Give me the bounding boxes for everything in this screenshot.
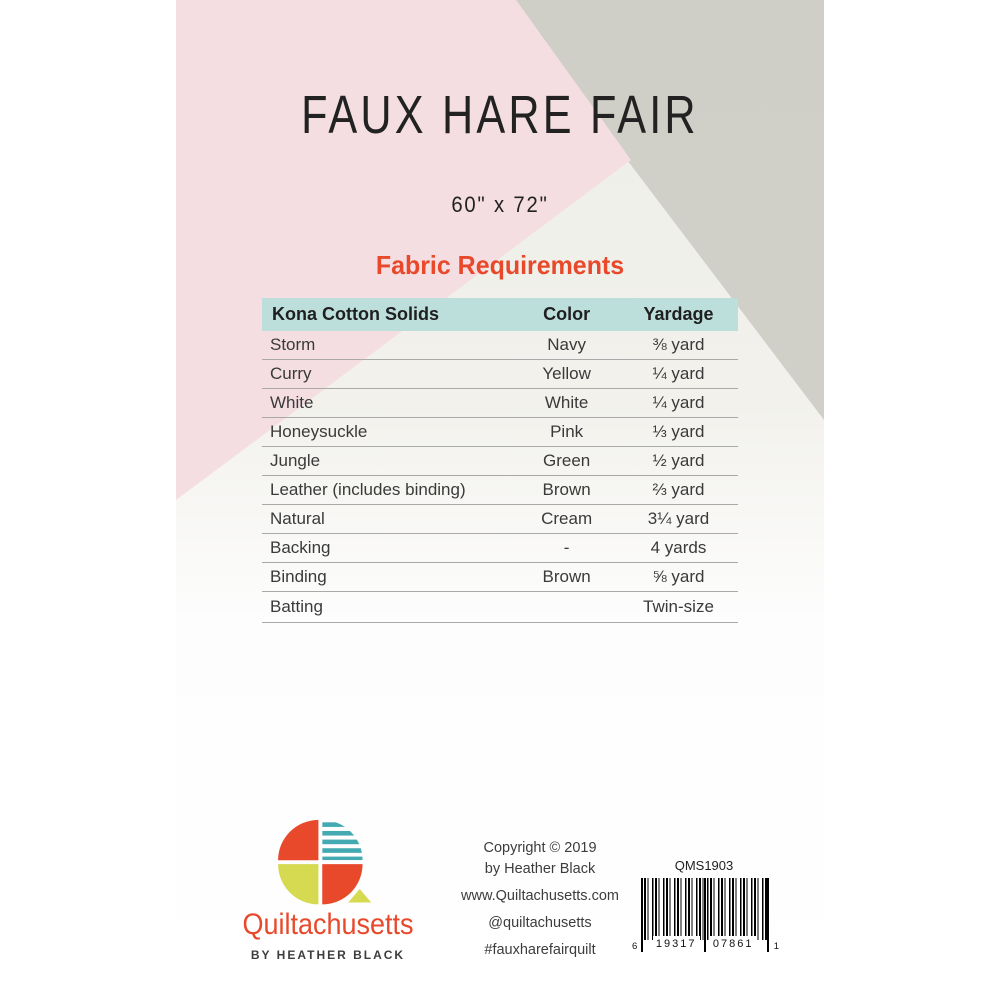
- fabric-yardage: ¼ yard: [652, 364, 705, 383]
- table-row: [262, 563, 738, 592]
- table-row: [262, 418, 738, 447]
- fabric-color: Green: [543, 451, 591, 470]
- barcode-check-digit: 1: [773, 941, 779, 952]
- table-row: [262, 592, 738, 623]
- sku-code: QMS1903: [674, 858, 734, 873]
- barcode-guard-center: [704, 878, 706, 952]
- fabric-yardage: 4 yards: [650, 538, 707, 557]
- author-line: by Heather Black: [484, 861, 596, 877]
- social-handle-line: @quiltachusetts: [488, 915, 592, 931]
- quiltachusetts-q-logo-icon: [276, 818, 380, 914]
- table-row: [262, 505, 738, 534]
- hashtag-line: #fauxharefairquilt: [484, 942, 596, 958]
- fabric-color: -: [563, 538, 570, 557]
- fabric-color: Cream: [541, 509, 593, 528]
- header-yardage: Yardage: [643, 304, 714, 324]
- barcode-guard-right: [767, 878, 769, 952]
- fabric-name: Curry: [270, 364, 312, 383]
- fabric-yardage: ⅔ yard: [652, 480, 705, 499]
- fabric-name: Leather (includes binding): [270, 480, 466, 499]
- copyright-line: Copyright © 2019: [483, 840, 597, 856]
- quilt-dimensions: 60" x 72": [451, 192, 549, 217]
- fabric-color: White: [544, 393, 589, 412]
- fabric-requirements-table: [262, 298, 738, 623]
- fabric-name: Storm: [270, 335, 316, 354]
- fabric-name: Natural: [270, 509, 325, 528]
- fabric-color: Navy: [547, 335, 586, 354]
- fabric-yardage: ⅜ yard: [652, 335, 705, 354]
- fabric-color: Brown: [542, 480, 591, 499]
- pattern-back-page: [176, 0, 824, 1000]
- fabric-yardage: Twin-size: [643, 597, 714, 616]
- fabric-name: Backing: [270, 538, 331, 557]
- fabric-yardage: ⅝ yard: [652, 567, 705, 586]
- fabric-name: Binding: [270, 567, 327, 586]
- brand-name: Quiltachusetts: [242, 908, 414, 941]
- fabric-name: Honeysuckle: [270, 422, 368, 441]
- fabric-color: Brown: [542, 567, 591, 586]
- upc-barcode: [632, 878, 779, 952]
- fabric-yardage: 3¼ yard: [647, 509, 710, 528]
- fabric-requirements-heading: Fabric Requirements: [375, 250, 625, 280]
- copyright-info-block: [440, 838, 640, 961]
- table-header-row: [262, 298, 738, 331]
- table-row: [262, 389, 738, 418]
- fabric-color: Yellow: [542, 364, 591, 383]
- fabric-yardage: ¼ yard: [652, 393, 705, 412]
- page-title: FAUX HARE FAIR: [301, 85, 699, 145]
- table-row: [262, 534, 738, 563]
- header-kona-cotton-solids: Kona Cotton Solids: [272, 304, 439, 324]
- fabric-yardage: ½ yard: [652, 451, 705, 470]
- table-row: [262, 447, 738, 476]
- table-body: [262, 331, 738, 623]
- fabric-name: Batting: [270, 597, 323, 616]
- barcode-block: [633, 858, 783, 952]
- fabric-name: Jungle: [270, 451, 321, 470]
- barcode-guard-left: [641, 878, 643, 952]
- table-row: [262, 476, 738, 505]
- table-row: [262, 331, 738, 360]
- table-row: [262, 360, 738, 389]
- quiltachusetts-logo-block: [216, 818, 440, 962]
- barcode-digits-right-group: 07861: [709, 936, 758, 950]
- brand-byline: BY HEATHER BLACK: [250, 948, 406, 962]
- fabric-yardage: ⅓ yard: [652, 422, 705, 441]
- barcode-digits-left-group: 19317: [653, 936, 700, 950]
- website-line: www.Quiltachusetts.com: [461, 888, 619, 904]
- barcode-number-system-digit: 6: [632, 941, 638, 952]
- fabric-color: Pink: [550, 422, 584, 441]
- fabric-name: White: [270, 393, 314, 412]
- header-color: Color: [543, 304, 591, 324]
